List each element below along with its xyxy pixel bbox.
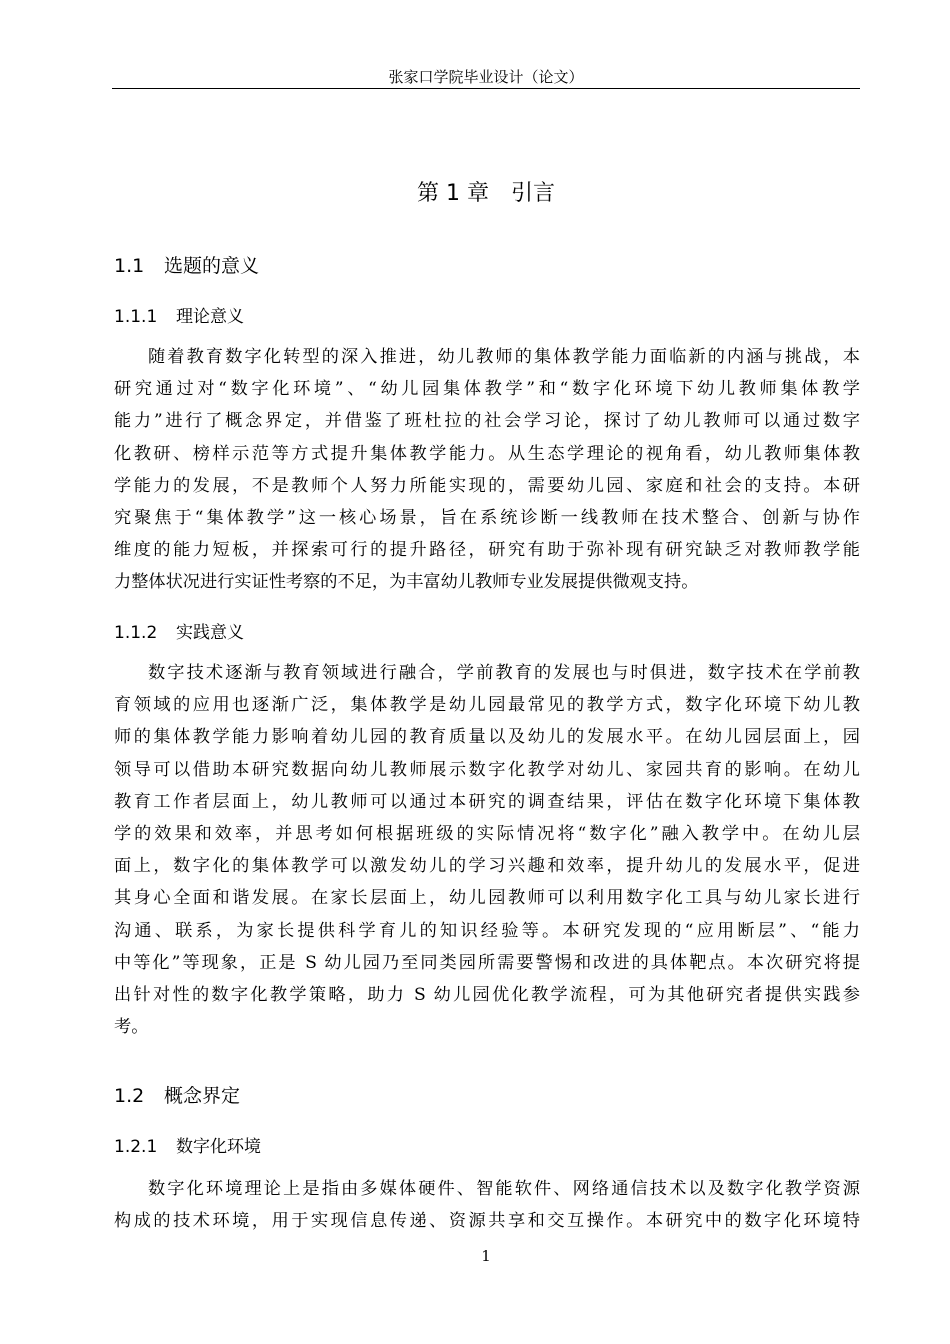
subsection-title: 数字化环境 [176, 1137, 261, 1157]
page-number: 1 [481, 1247, 491, 1265]
paragraph-line: 构成的技术环境，用于实现信息传递、资源共享和交互操作。本研究中的数字化环境特 [114, 1211, 860, 1232]
subsection-title: 实践意义 [176, 623, 244, 643]
paragraph-line: 中等化”等现象，正是 S 幼儿园乃至同类园所需要警惕和改进的具体靶点。本次研究将提 [114, 952, 860, 973]
paragraph-line: 师的集体教学能力影响着幼儿园的教育质量以及幼儿的发展水平。在幼儿园层面上，园 [114, 727, 860, 748]
paragraph-line: 学的效果和效率，并思考如何根据班级的实际情况将“数字化”融入教学中。在幼儿层 [114, 823, 860, 844]
section-heading-1-1 [114, 251, 259, 281]
paragraph-theoretical-significance [114, 341, 860, 599]
paragraph-line: 考。 [114, 1017, 149, 1038]
subsection-number: 1.1.1 [114, 307, 158, 327]
section-number: 1.1 [114, 255, 145, 277]
paragraph-line: 教育工作者层面上，幼儿教师可以通过本研究的调查结果，评估在数字化环境下集体教 [114, 791, 860, 812]
subsection-number: 1.2.1 [114, 1137, 158, 1157]
paragraph-line: 育领域的应用也逐渐广泛，集体教学是幼儿园最常见的教学方式，数字化环境下幼儿教 [114, 695, 860, 716]
paragraph-line: 数字化环境理论上是指由多媒体硬件、智能软件、网络通信技术以及数字化教学资源 [148, 1179, 860, 1199]
paragraph-line: 力整体状况进行实证性考察的不足，为丰富幼儿教师专业发展提供微观支持。 [114, 572, 699, 593]
subsection-number: 1.1.2 [114, 623, 158, 643]
section-heading-1-2 [114, 1081, 240, 1111]
paragraph-line: 其身心全面和谐发展。在家长层面上，幼儿园教师可以利用数字化工具与幼儿家长进行 [114, 888, 860, 909]
paragraph-line: 化教研、榜样示范等方式提升集体教学能力。从生态学理论的视角看，幼儿教师集体教 [114, 443, 860, 464]
section-title: 概念界定 [164, 1085, 241, 1107]
paragraph-line: 学能力的发展，不是教师个人努力所能实现的，需要幼儿园、家庭和社会的支持。本研 [114, 475, 860, 496]
paragraph-line: 数字技术逐渐与教育领域进行融合，学前教育的发展也与时俱进，数字技术在学前教 [148, 663, 860, 683]
paragraph-line: 随着教育数字化转型的深入推进，幼儿教师的集体教学能力面临新的内涵与挑战，本 [148, 347, 860, 367]
running-title: 张家口学院毕业设计（论文） [388, 68, 584, 86]
paragraph-line: 能力”进行了概念界定，并借鉴了班杜拉的社会学习论，探讨了幼儿教师可以通过数字 [114, 411, 860, 432]
section-title: 选题的意义 [164, 255, 260, 277]
running-header [112, 66, 860, 89]
paragraph-line: 研究通过对“数字化环境”、“幼儿园集体教学”和“数字化环境下幼儿教师集体教学 [114, 379, 860, 400]
subsection-title: 理论意义 [176, 307, 244, 327]
paragraph-line: 究聚焦于“集体教学”这一核心场景，旨在系统诊断一线教师在技术整合、创新与协作 [114, 507, 860, 528]
chapter-title: 第 1 章 引言 [417, 181, 555, 206]
subsection-heading-1-1-1 [114, 303, 244, 331]
paragraph-line: 沟通、联系，为家长提供科学育儿的知识经验等。本研究发现的“应用断层”、“能力 [114, 920, 860, 941]
paragraph-practical-significance [114, 657, 860, 1043]
subsection-heading-1-1-2 [114, 619, 244, 647]
paragraph-line: 面上，数字化的集体教学可以激发幼儿的学习兴趣和效率，提升幼儿的发展水平，促进 [114, 856, 860, 877]
paragraph-line: 出针对性的数字化教学策略，助力 S 幼儿园优化教学流程，可为其他研究者提供实践参 [114, 984, 860, 1005]
section-number: 1.2 [114, 1085, 145, 1107]
subsection-heading-1-2-1 [114, 1133, 261, 1161]
paragraph-line: 维度的能力短板，并探索可行的提升路径，研究有助于弥补现有研究缺乏对教师教学能 [114, 540, 860, 561]
paragraph-line: 领导可以借助本研究数据向幼儿教师展示数字化教学对幼儿、家园共育的影响。在幼儿 [114, 759, 860, 780]
paragraph-digital-environment [114, 1173, 860, 1237]
